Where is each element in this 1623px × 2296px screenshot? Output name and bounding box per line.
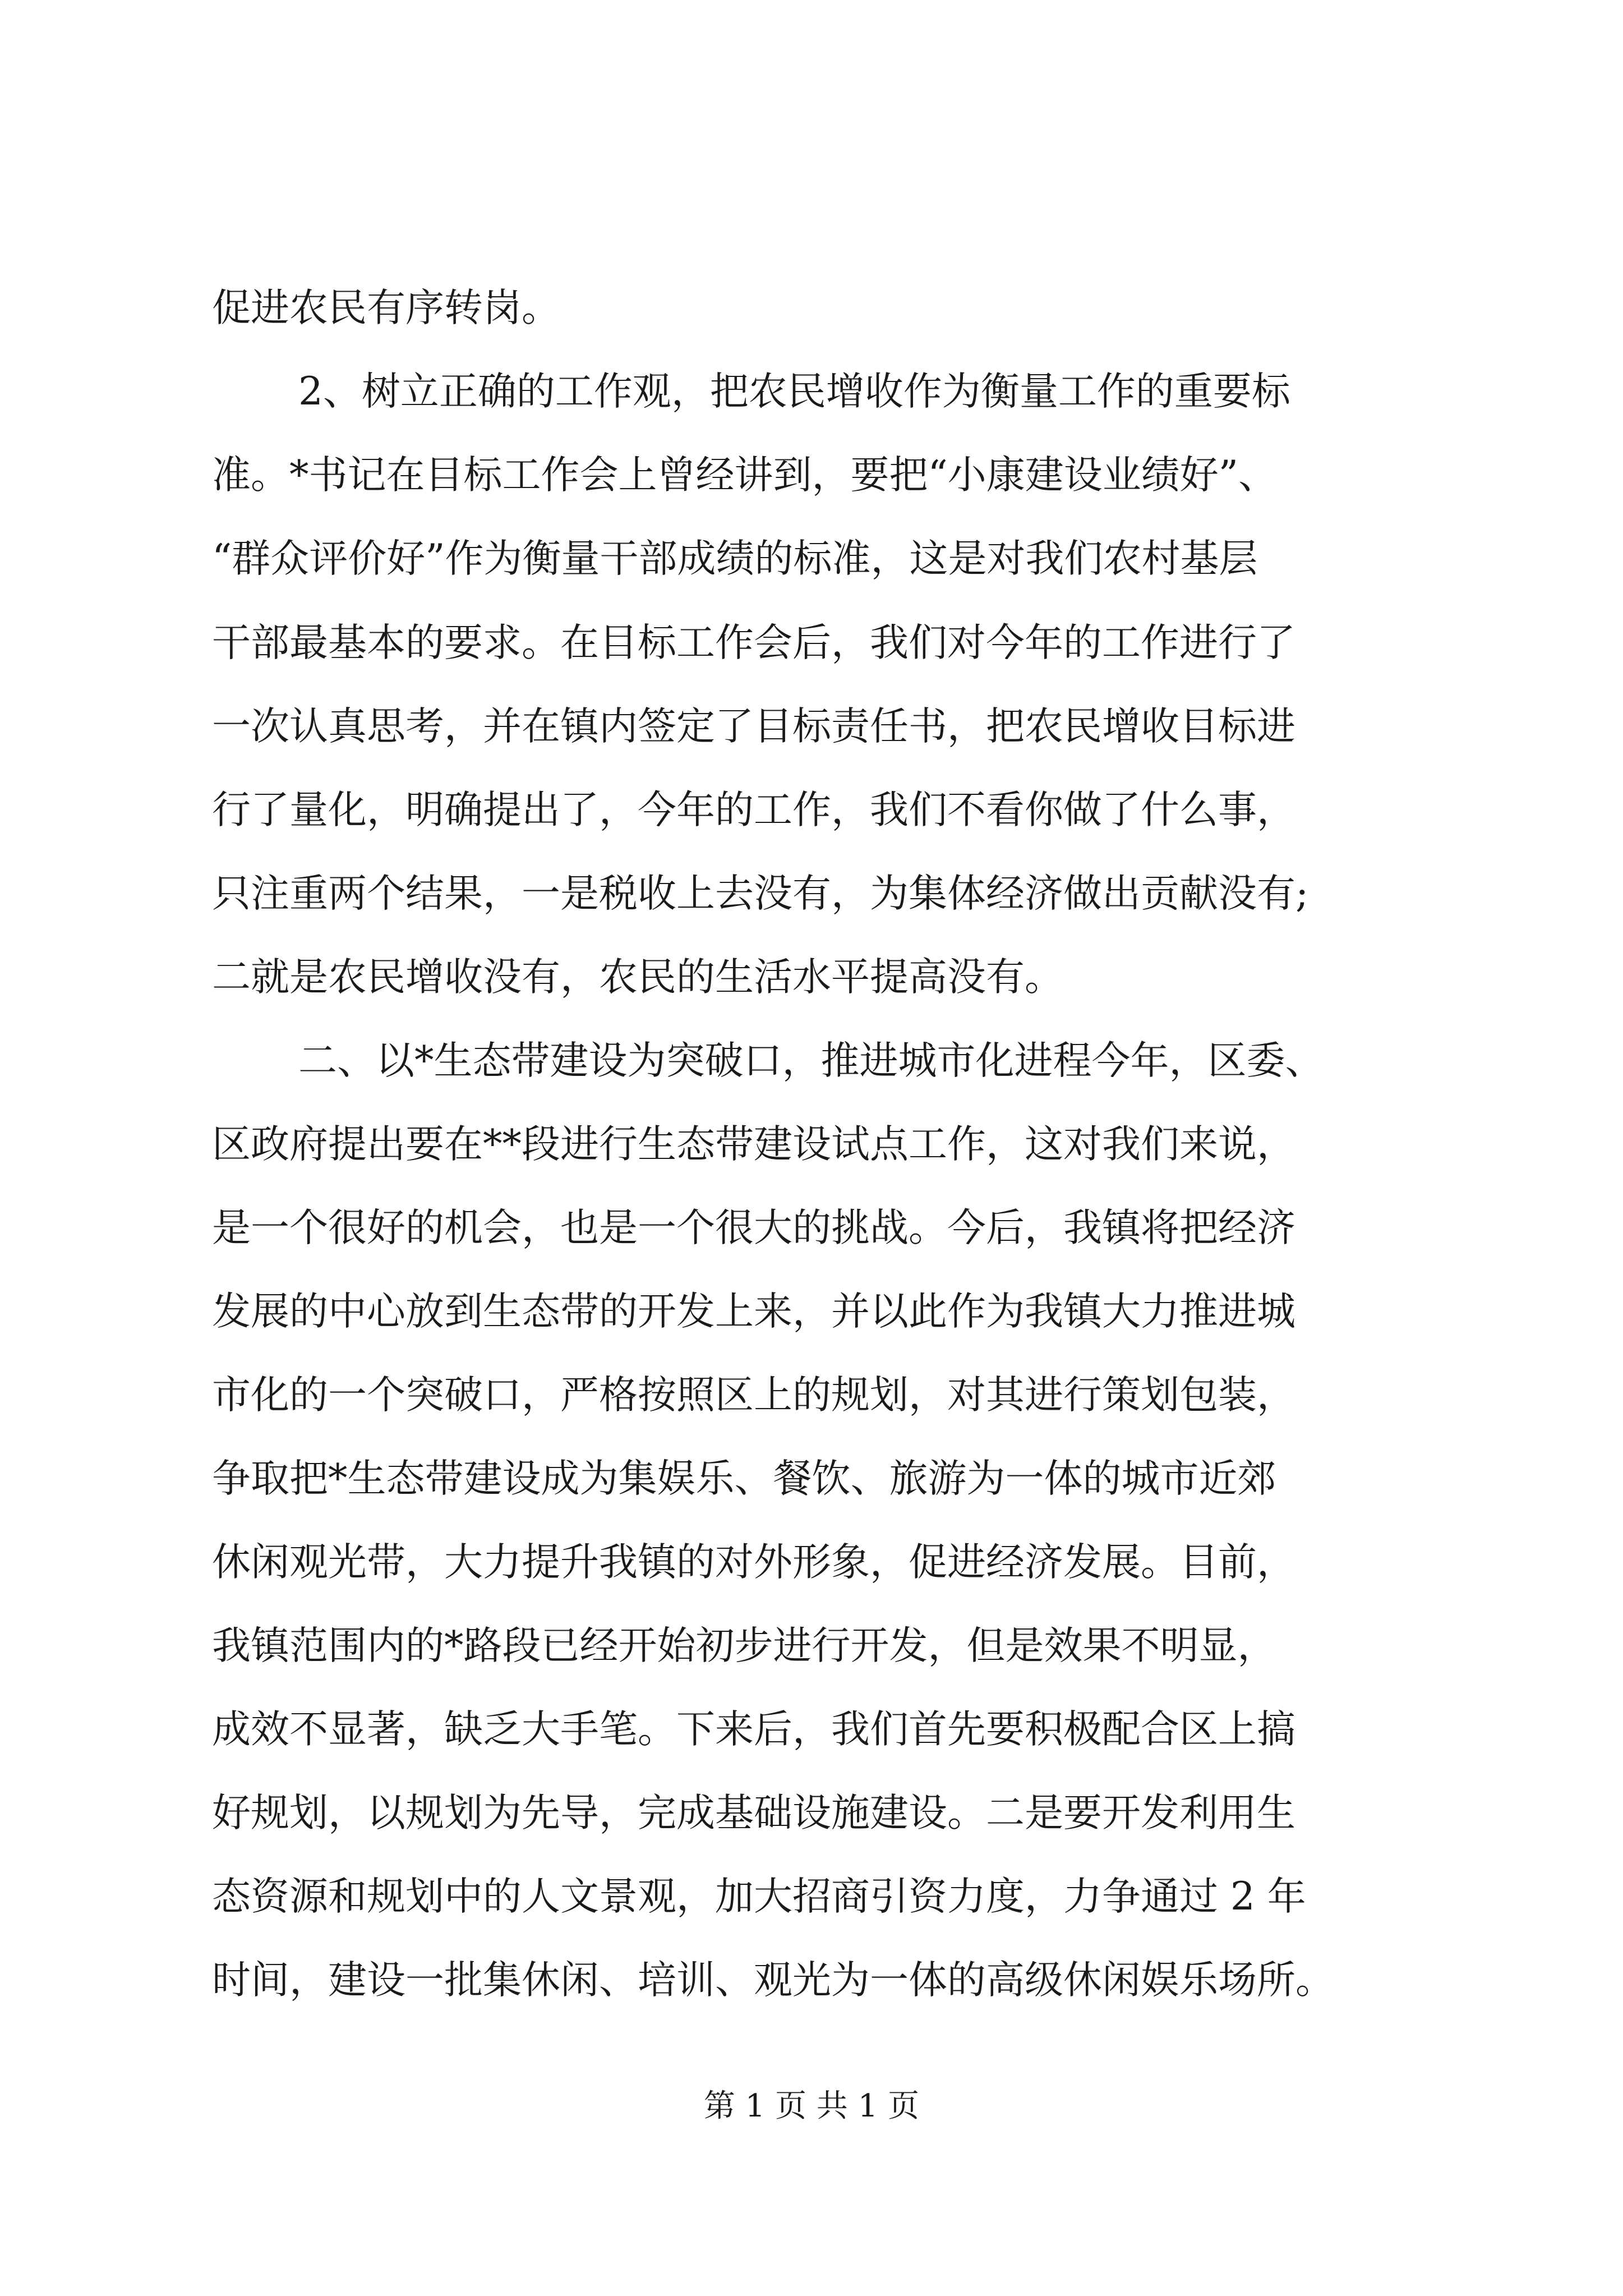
text-line: 是一个很好的机会，也是一个很大的挑战。今后，我镇将把经济: [212, 1205, 1295, 1250]
text-line: 争取把*生态带建设成为集娱乐、餐饮、旅游为一体的城市近郊: [212, 1456, 1276, 1501]
text-line: 行了量化，明确提出了，今年的工作，我们不看你做了什么事，: [212, 788, 1295, 832]
text-line: 准。*书记在目标工作会上曾经讲到，要把“小康建设业绩好”、: [212, 453, 1278, 498]
page-number-footer: 第 1 页 共 1 页: [703, 2088, 920, 2124]
text-line: 干部最基本的要求。在目标工作会后，我们对今年的工作进行了: [212, 620, 1295, 665]
text-line: “群众评价好”作为衡量干部成绩的标准，这是对我们农村基层: [212, 536, 1258, 581]
text-line: 我镇范围内的*路段已经开始初步进行开发，但是效果不明显，: [212, 1623, 1276, 1668]
text-line: 态资源和规划中的人文景观，加大招商引资力度，力争通过 2 年: [212, 1874, 1306, 1919]
text-line: 成效不显著，缺乏大手笔。下来后，我们首先要积极配合区上搞: [212, 1707, 1295, 1752]
text-line: 发展的中心放到生态带的开发上来，并以此作为我镇大力推进城: [212, 1289, 1295, 1334]
text-line: 一次认真思考，并在镇内签定了目标责任书，把农民增收目标进: [212, 704, 1295, 749]
text-line: 二就是农民增收没有，农民的生活水平提高没有。: [212, 955, 1063, 1000]
text-line: 好规划，以规划为先导，完成基础设施建设。二是要开发利用生: [212, 1791, 1295, 1835]
text-line: 时间，建设一批集休闲、培训、观光为一体的高级休闲娱乐场所。: [212, 1958, 1334, 2003]
text-line: 只注重两个结果，一是税收上去没有，为集体经济做出贡献没有;: [212, 871, 1309, 916]
text-line: 2、树立正确的工作观，把农民增收作为衡量工作的重要标: [298, 369, 1290, 414]
text-line: 区政府提出要在**段进行生态带建设试点工作，这对我们来说，: [212, 1122, 1295, 1167]
text-line: 休闲观光带，大力提升我镇的对外形象，促进经济发展。目前，: [212, 1540, 1295, 1585]
text-line: 二、以*生态带建设为突破口，推进城市化进程今年，区委、: [298, 1038, 1324, 1083]
text-line: 市化的一个突破口，严格按照区上的规划，对其进行策划包装，: [212, 1373, 1295, 1418]
text-line: 促进农民有序转岗。: [212, 286, 560, 330]
